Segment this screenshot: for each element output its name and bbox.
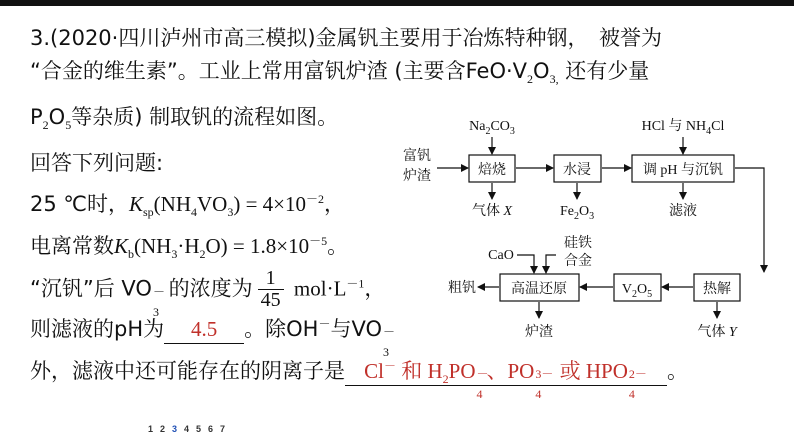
pager-item[interactable]: 6 [208, 424, 214, 434]
pager-item[interactable]: 4 [184, 424, 190, 434]
reagent-ferrosilicon-1: 硅铁 [564, 236, 592, 251]
concentration-fraction: $\frac{1}{45}$ [258, 268, 284, 311]
reagent-cao: CaO [488, 248, 514, 263]
svg-text:V2O5: $V_2O_5$ [621, 282, 653, 300]
question-line-1: 3.(2020·四川泸州市高三模拟)金属钒主要用于冶炼特种钢， 被誉为 [30, 26, 663, 50]
reagent-na2co3: $Na_2CO_3$ [469, 119, 515, 137]
svg-text:调 pH 与沉钒: 调 pH 与沉钒 [642, 163, 724, 178]
output-slag: 炉渣 [525, 325, 553, 340]
pager-item-current[interactable]: 3 [172, 424, 178, 434]
question-pager [148, 424, 232, 434]
output-filtrate: 滤液 [669, 204, 697, 219]
answer-blank-anions[interactable]: Cl－ 和 $H_2PO$ － 4 、PO 3－ 4 或 HPO 2－ 4 [345, 357, 667, 386]
question-line-5: 25 ℃时，$K_{sp}(NH_4VO_3) = 4\times 10^{-2}$， [30, 192, 346, 220]
output-gas-y: 气体 Y [697, 325, 737, 340]
question-line-2: “合金的维生素”。工业上常用富钒炉渣 (主要含$FeO\cdot V_2O_{3,}$ 还有少量 [30, 59, 650, 87]
output-gas-x: 气体 X [471, 204, 513, 219]
question-line-8: 则滤液的pH为 4.5 。除OH－与VO － 3 [30, 317, 396, 359]
pager-item[interactable]: 1 [148, 424, 154, 434]
svg-text:焙烧: 焙烧 [478, 163, 506, 178]
pager-item[interactable]: 5 [196, 424, 202, 434]
reagent-hcl-nh4cl: HCl 与 $NH_4Cl$ [641, 119, 725, 137]
pager-item[interactable]: 7 [220, 424, 226, 434]
output-fe2o3: $Fe_2O_3$ [559, 204, 595, 222]
svg-text:高温还原: 高温还原 [511, 282, 567, 297]
raw-material-label-2: 炉渣 [403, 169, 431, 184]
question-line-7: “沉钒”后 VO － 3 的浓度为 $\frac{1}{45}$ $mol\cdot L^{-1}$， [30, 267, 386, 319]
question-line-3: $P_2O_5$等杂质) 制取钒的流程如图。 [30, 105, 339, 133]
question-line-9: 外，滤液中还可能存在的阴离子是 Cl－ 和 $H_2PO$ － 4 、PO 3－ 4 或 HPO 2－ 4 。 [30, 359, 688, 401]
question-line-6: 电离常数$K_b(NH_3\cdot H_2O) = 1.8\times 10^{-5}$。 [30, 234, 349, 262]
question-line-4: 回答下列问题: [30, 151, 164, 175]
pager-item[interactable]: 2 [160, 424, 166, 434]
output-crude-vanadium: 粗钒 [448, 281, 476, 296]
svg-text:水浸: 水浸 [563, 163, 591, 178]
answer-blank-ph[interactable]: 4.5 [164, 315, 244, 344]
raw-material-label-1: 富钒 [403, 149, 431, 164]
svg-text:热解: 热解 [703, 282, 731, 297]
reagent-ferrosilicon-2: 合金 [564, 254, 592, 269]
